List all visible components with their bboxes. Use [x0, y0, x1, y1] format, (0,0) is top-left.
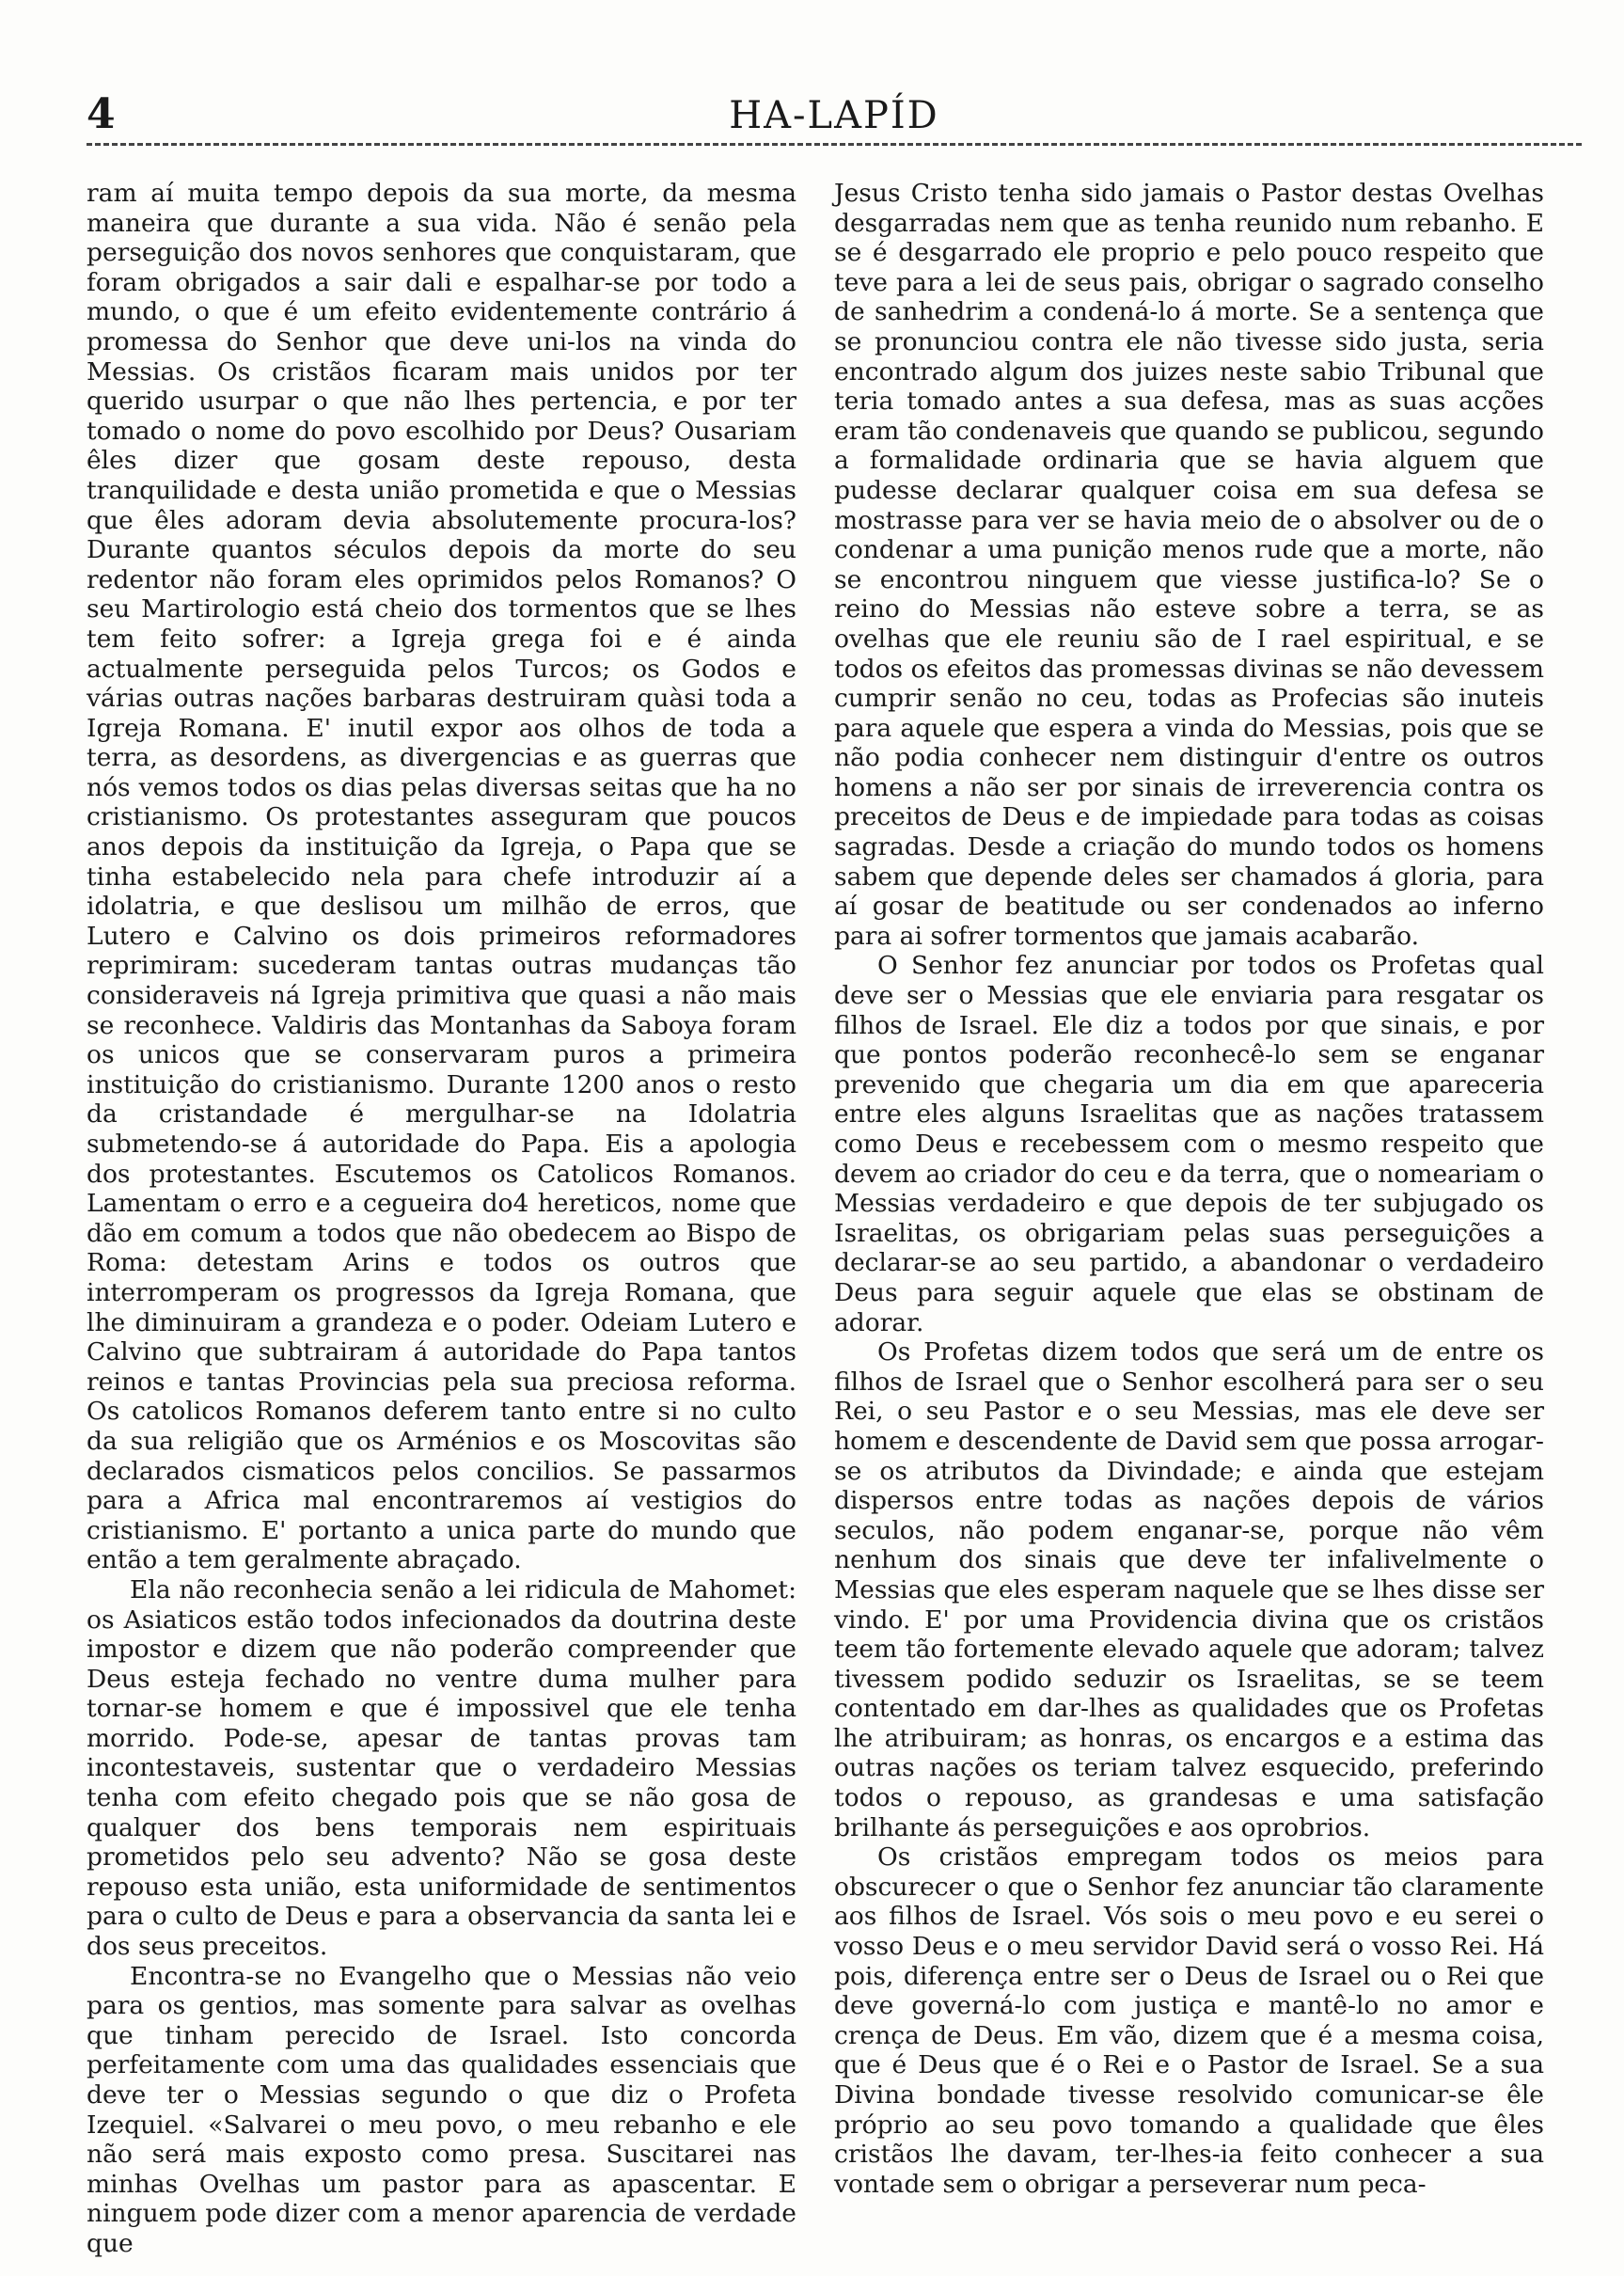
journal-title: HA-LAPÍD [729, 94, 939, 137]
header-rule [87, 143, 1582, 146]
paragraph: Ela não reconhecia senão a lei ridicula de Mahomet: os Asiaticos estão todos infecionados da doutrina deste impostor e dizem que não poderão compreender que Deus esteja fechado no ventre duma mulher para tornar-se homem e que é impossivel que ele tenha morrido. Pode-se, apesar de tantas provas tam incontestaveis, sustentar que o verdadeiro Messias tenha com efeito chegado pois que se não gosa de qualquer dos bens temporais nem espirituais prometidos pelo seu advento? Não se gosa deste repouso esta união, esta uniformidade de sentimentos para o culto de Deus e para a observancia da santa lei e dos seus preceitos. [87, 1574, 796, 1962]
right-column [834, 179, 1544, 2259]
text-columns [87, 179, 1544, 2259]
paragraph: Jesus Cristo tenha sido jamais o Pastor destas Ovelhas desgarradas nem que as tenha reunido num rebanho. E se é desgarrado ele proprio e pelo pouco respeito que teve para a lei de seus pais, obrigar o sagrado conselho de sanhedrim a condená-lo á morte. Se a sentença que se pronunciou contra ele não tivesse sido justa, seria encontrado algum dos juizes neste sabio Tribunal que teria tomado antes a sua defesa, mas as suas acções eram tão condenaveis que quando se publicou, segundo a formalidade ordinaria que se havia alguem que pudesse declarar qualquer coisa em sua defesa se mostrasse para ver se havia meio de o absolver ou de o condenar a uma punição menos rude que a morte, não se encontrou ninguem que viesse justifica-lo? Se o reino do Messias não esteve sobre a terra, se as ovelhas que ele reuniu são de I rael espiritual, e se todos os efeitos das promessas divinas se não devessem cumprir senão no ceu, todas as Profecias são inuteis para aquele que espera a vinda do Messias, pois que se não podia conhecer nem distinguir d'entre os outros homens a não ser por sinais de irreverencia contra os preceitos de Deus e de impiedade para todas as coisas sagradas. Desde a criação do mundo todos os homens sabem que depende deles ser chamados á gloria, para aí gosar de beatitude ou ser condenados ao inferno para ai sofrer tormentos que jamais acabarão. [834, 179, 1544, 951]
paragraph: Os cristãos empregam todos os meios para obscurecer o que o Senhor fez anunciar tão claramente aos filhos de Israel. Vós sois o meu povo e eu serei o vosso Deus e o meu servidor David será o vosso Rei. Há pois, diferença entre ser o Deus de Israel ou o Rei que deve governá-lo com justiça e mantê-lo no amor e crença de Deus. Em vão, dizem que é a mesma coisa, que é Deus que é o Rei e o Pastor de Israel. Se a sua Divina bondade tivesse resolvido comunicar-se êle próprio ao seu povo tomando a qualidade que êles cristãos lhe davam, ter-lhes-ia feito conhecer a sua vontade sem o obrigar a perseverar num peca- [834, 1842, 1544, 2199]
paragraph: Encontra-se no Evangelho que o Messias não veio para os gentios, mas somente para salvar as ovelhas que tinham perecido de Israel. Isto concorda perfeitamente com uma das qualidades essenciais que deve ter o Messias segundo o que diz o Profeta Izequiel. «Salvarei o meu povo, o meu rebanho e ele não será mais exposto como presa. Suscitarei nas minhas Ovelhas um pastor para as apascentar. E ninguem pode dizer com a menor aparencia de verdade que [87, 1961, 796, 2258]
page-number: 4 [87, 90, 116, 138]
paragraph: ram aí muita tempo depois da sua morte, da mesma maneira que durante a sua vida. Não é senão pela perseguição dos novos senhores que conquistaram, que foram obrigados a sair dali e espalhar-se por todo a mundo, o que é um efeito evidentemente contrário á promessa do Senhor que deve uni-los na vinda do Messias. Os cristãos ficaram mais unidos por ter querido usurpar o que não lhes pertencia, e por ter tomado o nome do povo escolhido por Deus? Ousariam êles dizer que gosam deste repouso, desta tranquilidade e desta união prometida e que o Messias que êles adoram devia absolutemente procura-los? Durante quantos séculos depois da morte do seu redentor não foram eles oprimidos pelos Romanos? O seu Martirologio está cheio dos tormentos que se lhes tem feito sofrer: a Igreja grega foi e é ainda actualmente perseguida pelos Turcos; os Godos e várias outras nações barbaras destruiram quàsi toda a Igreja Romana. E' inutil expor aos olhos de toda a terra, as desordens, as divergencias e as guerras que nós vemos todos os dias pelas diversas seitas que ha no cristianismo. Os protestantes asseguram que poucos anos depois da instituição da Igreja, o Papa que se tinha estabelecido nela para chefe introduzir aí a idolatria, e que deslisou um milhão de erros, que Lutero e Calvino os dois primeiros reformadores reprimiram: sucederam tantas outras mudanças tão consideraveis ná Igreja primitiva que quasi a não mais se reconhece. Valdiris das Montanhas da Saboya foram os unicos que se conservaram puros a primeira instituição do cristianismo. Durante 1200 anos o resto da cristandade é mergulhar-se na Idolatria submetendo-se á autoridade do Papa. Eis a apologia dos protestantes. Escutemos os Catolicos Romanos. Lamentam o erro e a cegueira do4 hereticos, nome que dão em comum a todos que não obedecem ao Bispo de Roma: detestam Arins e todos os outros que interromperam os progressos da Igreja Romana, que lhe diminuiram a grandeza e o poder. Odeiam Lutero e Calvino que subtrairam á autoridade do Papa tantos reinos e tantas Provincias pela sua preciosa reforma. Os catolicos Romanos deferem tanto entre si no culto da sua religião que os Arménios e os Moscovitas são declarados cismaticos pelos concilios. Se passarmos para a Africa mal encontraremos aí vestigios do cristianismo. E' portanto a unica parte do mundo que então a tem geralmente abraçado. [87, 179, 796, 1575]
page-header [87, 90, 1582, 150]
paragraph: Os Profetas dizem todos que será um de entre os filhos de Israel que o Senhor escolherá para ser o seu Rei, o seu Pastor e o seu Messias, mas ele deve ser homem e descendente de David sem que possa arrogar-se os atributos da Divindade; e ainda que estejam dispersos entre todas as nações depois de vários seculos, não podem enganar-se, porque não vêm nenhum dos sinais que deve ter infalivelmente o Messias que eles esperam naquele que se lhes disse ser vindo. E' por uma Providencia divina que os cristãos teem tão fortemente elevado aquele que adoram; talvez tivessem podido seduzir os Israelitas, se se teem contentado em dar-lhes as qualidades que os Profetas lhe atribuiram; as honras, os encargos e a estima das outras nações os teriam talvez esquecido, preferindo todos o repouso, as grandesas e uma satisfação brilhante ás perseguições e aos oprobrios. [834, 1337, 1544, 1842]
left-column [87, 179, 796, 2259]
paragraph: O Senhor fez anunciar por todos os Profetas qual deve ser o Messias que ele enviaria para resgatar os filhos de Israel. Ele diz a todos por que sinais, e por que pontos poderão reconhecê-lo sem se enganar prevenido que chegaria um dia em que apareceria entre eles alguns Israelitas que as nações tratassem como Deus e recebessem com o mesmo respeito que devem ao criador do ceu e da terra, que o nomeariam o Messias verdadeiro e que depois de ter subjugado os Israelitas, os obrigariam pelas suas perseguições a declarar-se ao seu partido, a abandonar o verdadeiro Deus para seguir aquele que elas se obstinam de adorar. [834, 951, 1544, 1337]
